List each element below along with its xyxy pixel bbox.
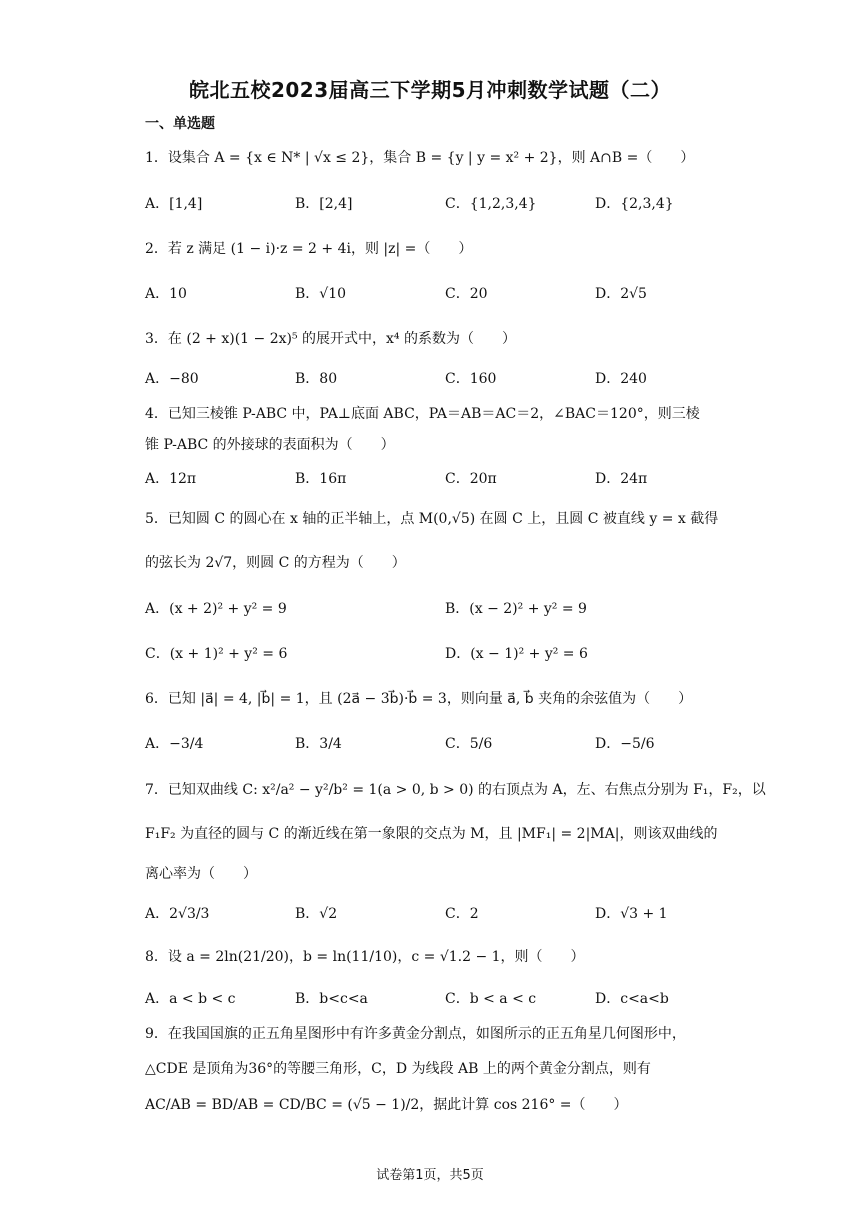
question-9-stem-line3: AC/AB = BD/AB = CD/BC = (√5 − 1)/2，据此计算 cos 216° =（ ） xyxy=(145,1097,628,1113)
question-4-stem-line2: 锥 P-ABC 的外接球的表面积为（ ） xyxy=(145,437,395,453)
question-5-option-d: D．(x − 1)² + y² = 6 xyxy=(445,646,588,662)
question-3-stem: 3．在 (2 + x)(1 − 2x)⁵ 的展开式中，x⁴ 的系数为（ ） xyxy=(145,331,516,347)
question-3-option-a: A．−80 xyxy=(145,371,199,387)
question-2-option-a: A．10 xyxy=(145,286,187,302)
exam-title: 皖北五校2023届高三下学期5月冲刺数学试题（二） xyxy=(188,78,672,102)
question-9-stem-line2: △CDE 是顶角为36°的等腰三角形，C，D 为线段 AB 上的两个黄金分割点，则有 xyxy=(145,1061,651,1077)
question-4-option-a: A．12π xyxy=(145,471,197,487)
question-5-option-a: A．(x + 2)² + y² = 9 xyxy=(145,601,287,617)
question-5-option-c: C．(x + 1)² + y² = 6 xyxy=(145,646,288,662)
question-2-option-b: B．√10 xyxy=(295,286,347,302)
question-8-option-c: C．b < a < c xyxy=(445,991,537,1007)
question-4-option-d: D．24π xyxy=(595,471,648,487)
question-4-stem-line1: 4．已知三棱锥 P-ABC 中，PA⊥底面 ABC，PA＝AB＝AC＝2，∠BAC＝120°，则三棱 xyxy=(145,406,700,422)
question-7-option-b: B．√2 xyxy=(295,906,338,922)
question-6-option-c: C．5/6 xyxy=(445,736,493,752)
section-heading: 一、单选题 xyxy=(145,116,215,132)
page-footer: 试卷第1页，共5页 xyxy=(376,1168,484,1183)
question-4-option-c: C．20π xyxy=(445,471,497,487)
question-6-stem: 6．已知 |a⃗| = 4, |b⃗| = 1，且 (2a⃗ − 3b⃗)·b⃗ = 3，则向量 a⃗, b⃗ 夹角的余弦值为（ ） xyxy=(145,691,693,707)
question-7-option-c: C．2 xyxy=(445,906,479,922)
question-3-option-c: C．160 xyxy=(445,371,497,387)
question-7-option-a: A．2√3/3 xyxy=(145,906,210,922)
question-1-option-d: D．{2,3,4} xyxy=(595,196,674,212)
question-5-stem-line2: 的弦长为 2√7，则圆 C 的方程为（ ） xyxy=(145,555,406,571)
question-7-stem-line3: 离心率为（ ） xyxy=(145,866,257,882)
question-8-stem: 8．设 a = 2ln(21/20)，b = ln(11/10)，c = √1.2 − 1，则（ ） xyxy=(145,949,585,965)
question-7-stem-line2: F₁F₂ 为直径的圆与 C 的渐近线在第一象限的交点为 M，且 |MF₁| = 2|MA|，则该双曲线的 xyxy=(145,826,718,842)
question-8-option-b: B．b<c<a xyxy=(295,991,368,1007)
question-8-option-d: D．c<a<b xyxy=(595,991,669,1007)
question-2-option-d: D．2√5 xyxy=(595,286,647,302)
question-1-option-a: A．[1,4] xyxy=(145,196,203,212)
question-6-option-b: B．3/4 xyxy=(295,736,342,752)
question-1-option-b: B．[2,4] xyxy=(295,196,353,212)
question-2-option-c: C．20 xyxy=(445,286,488,302)
question-7-stem-line1: 7．已知双曲线 C: x²/a² − y²/b² = 1(a > 0, b > 0) 的右顶点为 A，左、右焦点分别为 F₁，F₂，以 xyxy=(145,782,766,798)
question-5-stem-line1: 5．已知圆 C 的圆心在 x 轴的正半轴上，点 M(0,√5) 在圆 C 上，且圆 C 被直线 y = x 截得 xyxy=(145,511,719,527)
question-8-option-a: A．a < b < c xyxy=(145,991,236,1007)
question-7-option-d: D．√3 + 1 xyxy=(595,906,668,922)
question-1-stem: 1．设集合 A = {x ∈ N* | √x ≤ 2}，集合 B = {y | y = x² + 2}，则 A∩B =（ ） xyxy=(145,150,695,166)
question-2-stem: 2．若 z 满足 (1 − i)·z = 2 + 4i，则 |z| =（ ） xyxy=(145,241,473,257)
question-9-stem-line1: 9．在我国国旗的正五角星图形中有许多黄金分割点，如图所示的正五角星几何图形中， xyxy=(145,1026,686,1042)
question-1-option-c: C．{1,2,3,4} xyxy=(445,196,537,212)
question-3-option-b: B．80 xyxy=(295,371,338,387)
question-6-option-a: A．−3/4 xyxy=(145,736,204,752)
question-5-option-b: B．(x − 2)² + y² = 9 xyxy=(445,601,587,617)
question-4-option-b: B．16π xyxy=(295,471,347,487)
question-6-option-d: D．−5/6 xyxy=(595,736,655,752)
question-3-option-d: D．240 xyxy=(595,371,647,387)
